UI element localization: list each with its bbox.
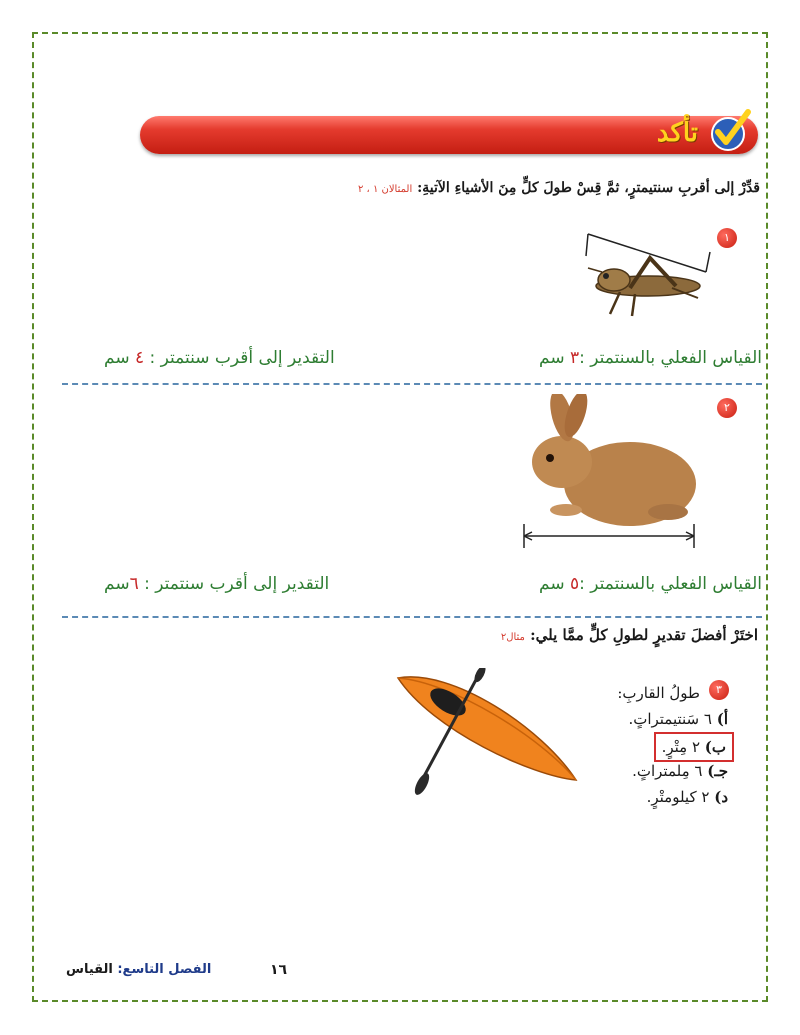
actual-unit: سم [539,574,565,594]
option-a[interactable] [617,706,728,732]
estimate-value: ٦ [129,574,139,594]
question-title [501,626,758,644]
estimate-measure [104,574,329,594]
option-d[interactable] [617,784,728,810]
grasshopper-image [580,228,715,320]
footer-topic: القياس [66,962,113,977]
estimate-label: التقدير إلى أقرب سنتمتر : [149,348,335,368]
checkmark-icon [708,108,752,156]
estimate-unit: سم [104,574,130,594]
page-number: ١٦ [270,962,288,978]
estimate-unit: سم [104,348,130,368]
option-text: ٦ مِلمتراتٍ. [632,762,703,780]
estimate-value: ٤ [134,348,145,368]
kayak-image [392,668,582,798]
page-footer [66,962,211,977]
option-letter: أ) [716,710,728,728]
actual-measure [539,348,762,368]
instruction [358,180,760,196]
actual-unit: سم [539,348,565,368]
question-ref: مثال٢ [500,632,525,643]
actual-measure [539,574,762,594]
item2-answers [62,574,762,600]
rabbit-image [518,394,703,552]
item-number-badge: ٢ [717,398,737,418]
banner-title: تأكد [656,118,698,148]
question-prompt: طولُ القاربِ: [617,684,700,702]
option-text: ٢ كيلومتْرٍ. [646,788,710,806]
instruction-text: قدِّرْ إلى أقربِ سنتيمترٍ، ثمَّ قِسْ طولَ كلٍّ مِنَ الأشياءِ الآتيةِ: [417,180,760,196]
option-letter: د) [714,788,728,806]
section-banner [140,116,758,154]
actual-label: القياس الفعلي بالسنتمتر : [579,348,762,368]
section-divider [62,616,762,618]
instruction-ref: المثالان ١ ، ٢ [357,184,413,195]
option-letter: ب) [704,738,726,756]
option-text: ٢ مِتْرٍ. [661,738,700,756]
actual-value: ٥ [570,574,580,594]
question-options [617,680,728,810]
section-divider [62,383,762,385]
footer-chapter: الفصل التاسع: [117,962,212,977]
actual-label: القياس الفعلي بالسنتمتر : [579,574,762,594]
option-text: ٦ سَنتيمتراتٍ. [628,710,712,728]
option-b[interactable] [617,732,728,758]
item-number-badge: ٣ [709,680,729,700]
estimate-label: التقدير إلى أقرب سنتمتر : [144,574,330,594]
item-number-badge: ١ [717,228,737,248]
item1-answers [62,348,762,374]
option-c[interactable] [617,758,728,784]
option-letter: جـ) [707,762,728,780]
estimate-measure [104,348,335,368]
actual-value: ٣ [570,348,580,368]
question-title-text: اختَرْ أفضلَ تقديرٍ لطولِ كلٍّ ممَّا يلي: [530,626,758,644]
